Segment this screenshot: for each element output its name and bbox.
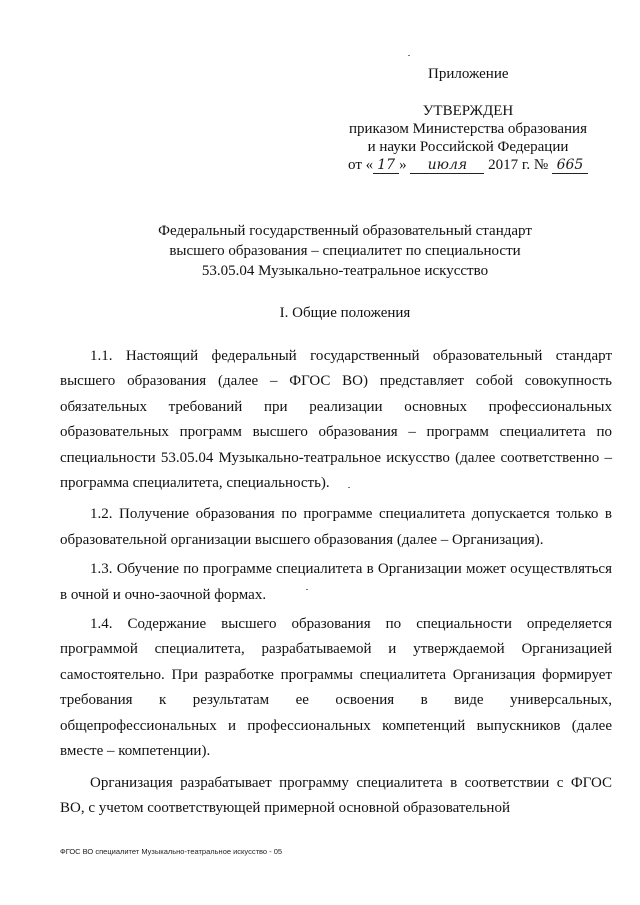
- order-date-line: [318, 156, 618, 174]
- date-mid: »: [399, 157, 407, 173]
- title-line-1: Федеральный государственный образовательный стандарт: [158, 223, 532, 239]
- scan-speck: [306, 589, 308, 590]
- standard-title: [60, 221, 630, 281]
- document-body: [60, 344, 612, 827]
- appendix-label: Приложение: [428, 66, 509, 82]
- date-year: 2017 г. №: [488, 157, 549, 173]
- paragraph-1-4: 1.4. Содержание высшего образования по специальности определяется программой специалитета, разрабатываемой и утверждаемой Организацией самостоятельно. При разработке программы специалитета Организация формирует требования к результатам ее освоения в виде универсальных, общепрофессиональных и профессиональных компетенций выпускников (далее вместе – компетенции).: [60, 616, 612, 760]
- handwritten-order-number: 665: [552, 157, 588, 174]
- handwritten-day: 17: [373, 157, 399, 174]
- order-line-1: приказом Министерства образования: [349, 121, 587, 137]
- paragraph-1-3: 1.3. Обучение по программе специалитета в Организации может осуществляться в очной и очно-заочной формах.: [60, 561, 612, 603]
- page-footer: ФГОС ВО специалитет Музыкально-театральное искусство - 05: [60, 847, 283, 856]
- paragraph-1-2: 1.2. Получение образования по программе специалитета допускается только в образовательной организации высшего образования (далее – Организация).: [60, 506, 612, 548]
- title-line-3: 53.05.04 Музыкально-театральное искусство: [201, 263, 489, 279]
- approved-label: УТВЕРЖДЕН: [422, 103, 514, 119]
- paragraph-1-1: 1.1. Настоящий федеральный государственный образовательный стандарт высшего образования (далее – ФГОС ВО) представляет собой совокупность обязательных требований при реализации основных профессиональных образовательных программ высшего образования – программ специалитета по специальности 53.05.04 Музыкально-театральное искусство (далее соответственно – программа специалитета, специальность).: [60, 348, 612, 492]
- paragraph-organization: Организация разрабатывает программу специалитета в соответствии с ФГОС ВО, с учетом соответствующей примерной основной образовательной: [60, 774, 612, 816]
- order-line-2: и науки Российской Федерации: [367, 139, 569, 155]
- handwritten-month: июля: [410, 157, 484, 174]
- section-heading: I. Общие положения: [279, 305, 411, 321]
- date-prefix: от «: [348, 157, 374, 173]
- approval-block: [318, 102, 618, 174]
- scan-speck: [348, 487, 350, 488]
- scan-speck: [408, 55, 410, 56]
- title-line-2: высшего образования – специалитет по специальности: [169, 243, 521, 259]
